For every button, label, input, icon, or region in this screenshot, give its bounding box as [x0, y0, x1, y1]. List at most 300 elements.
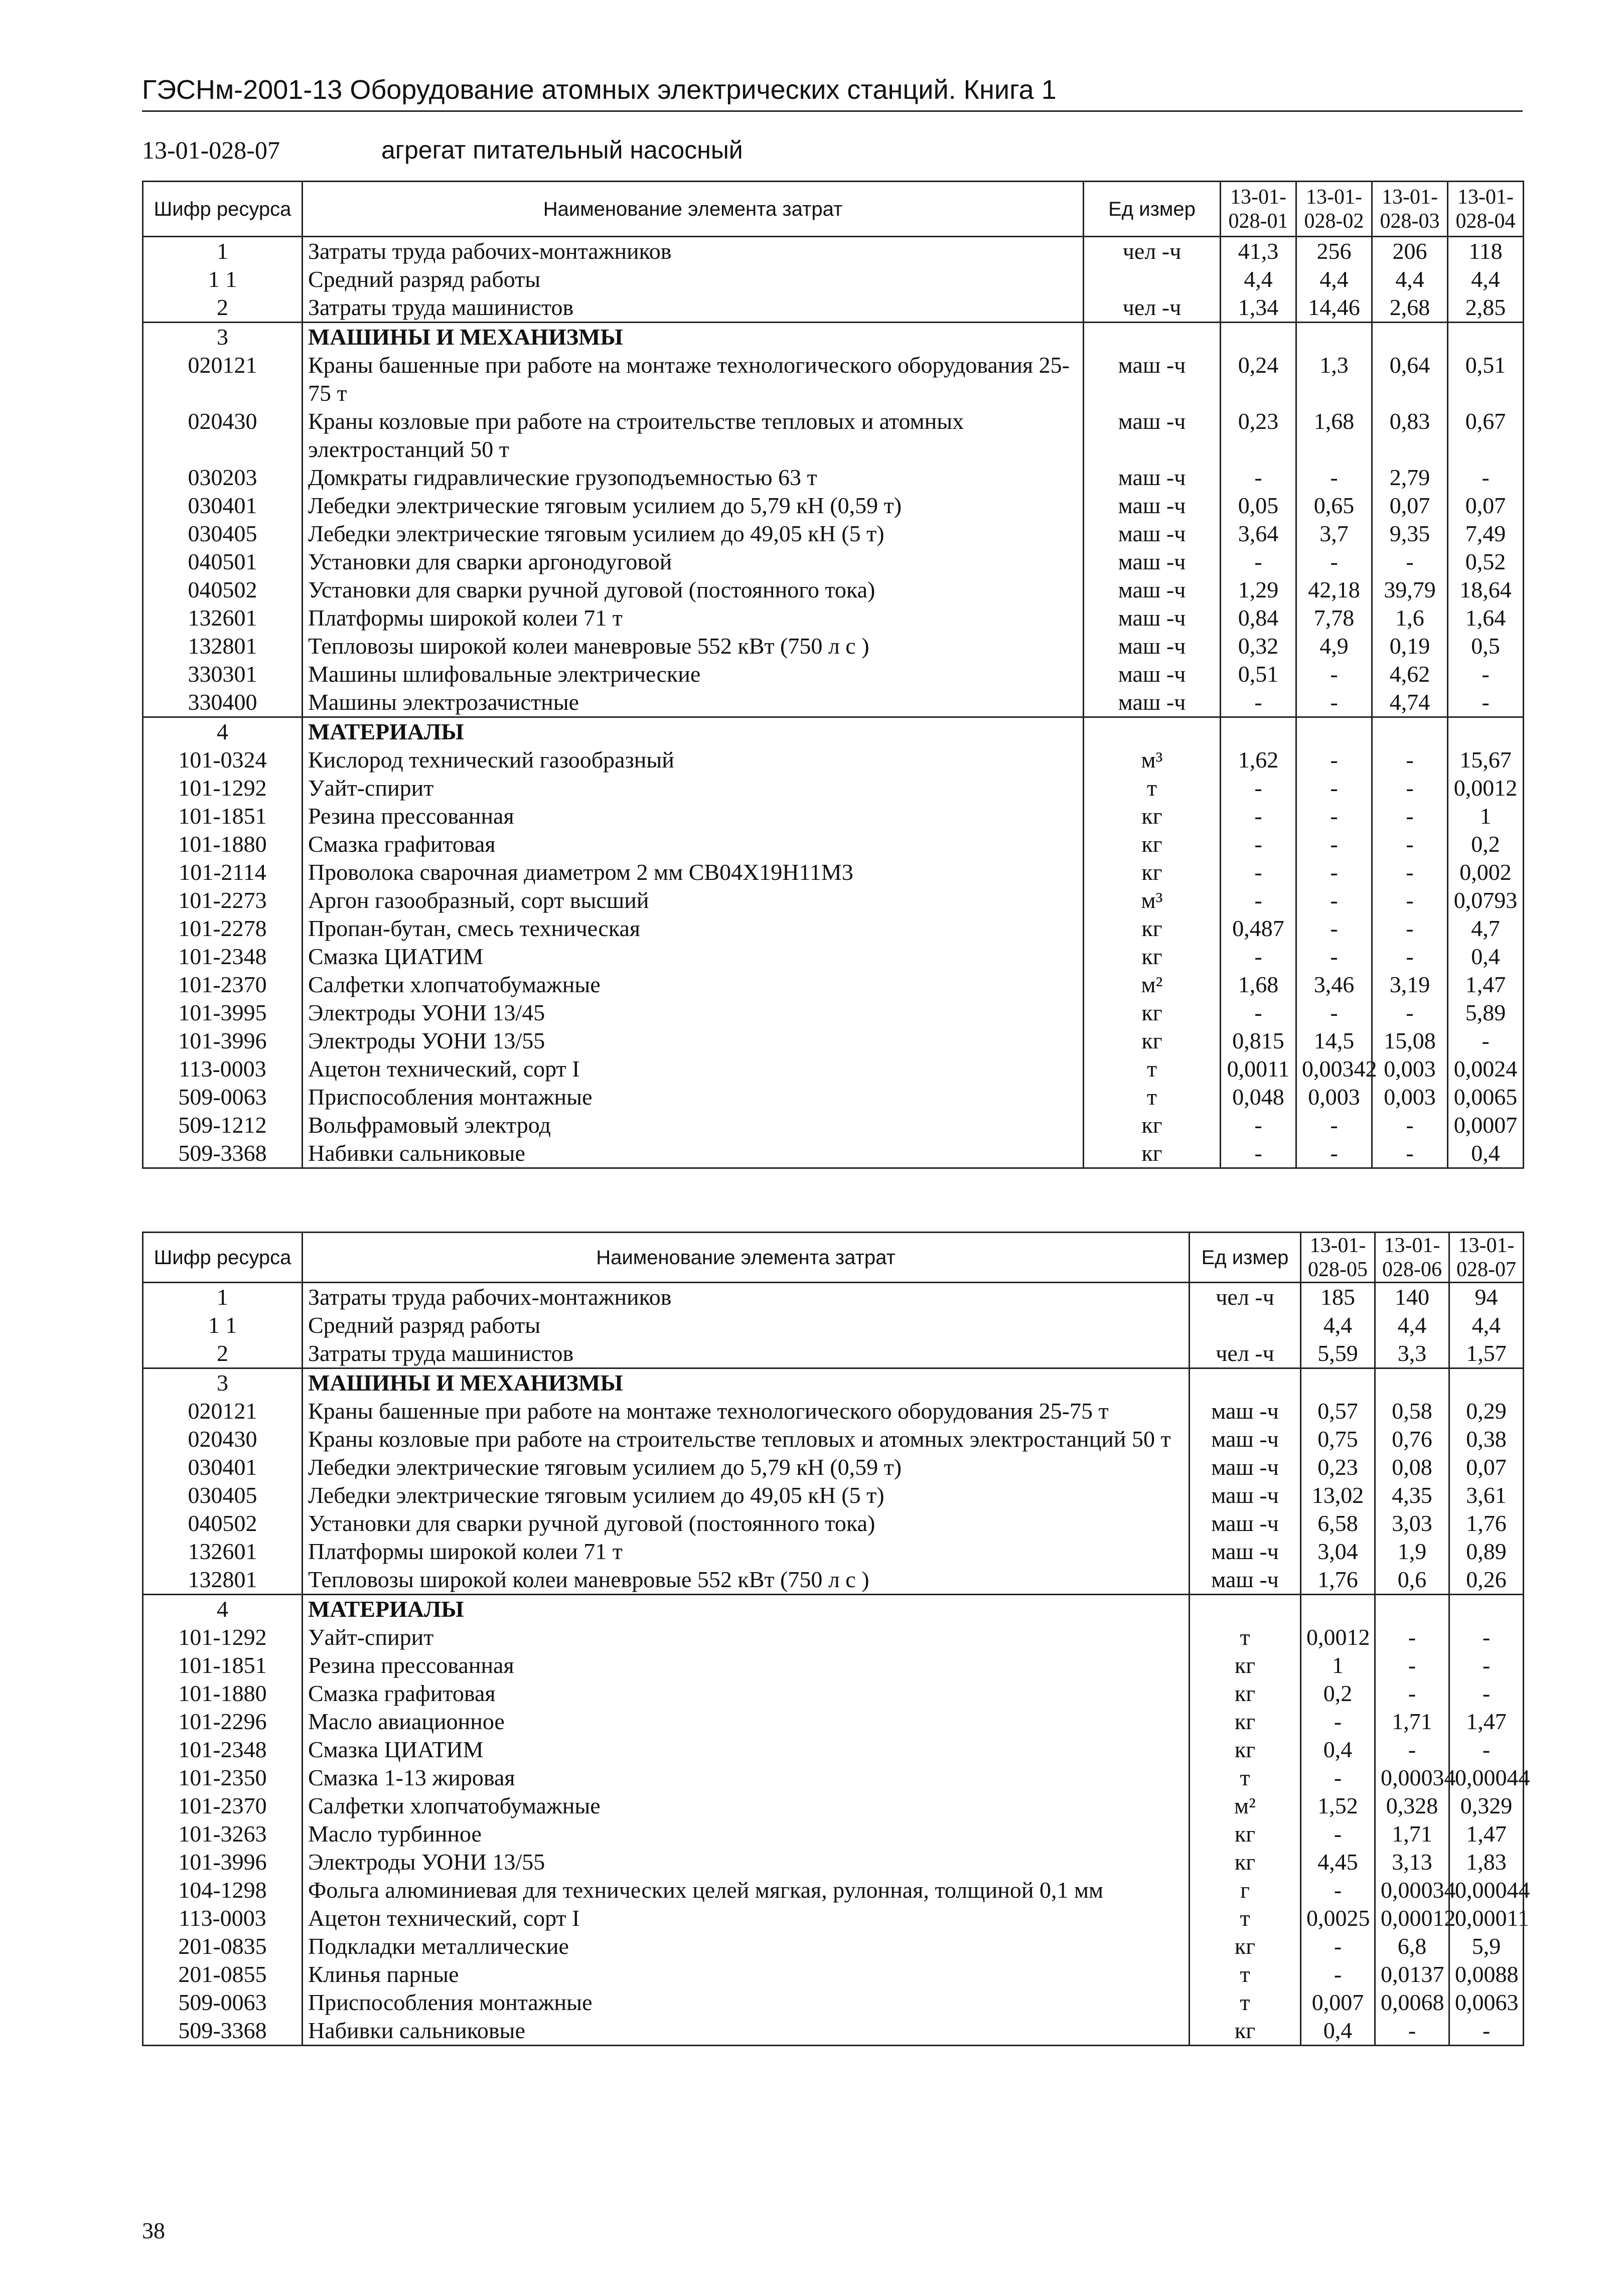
value-cell: 6,58 [1301, 1509, 1375, 1538]
resource-code-cell: 030401 [143, 492, 303, 520]
unit-cell: кг [1190, 1932, 1301, 1960]
value-cell: - [1221, 886, 1296, 914]
element-name-cell: Подкладки металлические [303, 1932, 1190, 1960]
element-name-cell: Краны башенные при работе на монтаже технологического оборудования 25-75 т [303, 351, 1084, 407]
value-cell: - [1449, 1651, 1524, 1679]
value-cell: - [1221, 464, 1296, 492]
value-cell [1449, 1595, 1524, 1624]
value-cell: 0,0068 [1375, 1988, 1449, 2017]
element-name-cell: Установки для сварки ручной дуговой (постоянного тока) [303, 1509, 1190, 1538]
resource-code-cell: 2 [143, 1339, 303, 1368]
value-cell: 1,34 [1221, 293, 1296, 323]
table-row [143, 1481, 1524, 1509]
value-cell: 0,23 [1221, 407, 1296, 464]
element-name-cell: Затраты труда рабочих-монтажников [303, 1283, 1190, 1312]
value-cell: - [1296, 999, 1372, 1027]
element-name-cell: Электроды УОНИ 13/55 [303, 1848, 1190, 1876]
value-cell: 140 [1375, 1283, 1449, 1312]
value-cell: 0,64 [1372, 351, 1448, 407]
value-cell: 256 [1296, 237, 1372, 266]
element-name-cell: Краны козловые при работе на строительстве тепловых и атомных электростанций 50 т [303, 1425, 1190, 1453]
element-name-cell: Приспособления монтажные [303, 1988, 1190, 2017]
table-row [143, 548, 1524, 576]
value-cell: 0,00034 [1375, 1876, 1449, 1904]
unit-cell: маш -ч [1084, 464, 1221, 492]
table-row [143, 1764, 1524, 1792]
header-element-name: Наименование элемента затрат [303, 1233, 1190, 1283]
value-cell: - [1296, 688, 1372, 717]
value-cell: - [1301, 1820, 1375, 1848]
unit-cell: кг [1190, 1679, 1301, 1708]
value-cell: - [1301, 1932, 1375, 1960]
resource-code-cell: 101-2273 [143, 886, 303, 914]
resource-code-cell: 101-1851 [143, 802, 303, 830]
element-name-cell: Салфетки хлопчатобумажные [303, 1792, 1190, 1820]
table-row [143, 237, 1524, 266]
resource-code-cell: 030401 [143, 1453, 303, 1481]
unit-cell: т [1084, 1083, 1221, 1111]
resource-table-1 [142, 181, 1524, 1169]
resource-code-cell: 101-2348 [143, 943, 303, 971]
value-cell: - [1301, 1708, 1375, 1736]
value-cell: 0,75 [1301, 1425, 1375, 1453]
value-cell: 1,68 [1296, 407, 1372, 464]
element-name-cell: Резина прессованная [303, 802, 1084, 830]
element-name-cell: Краны башенные при работе на монтаже технологического оборудования 25-75 т [303, 1397, 1190, 1425]
value-cell: 0,52 [1448, 548, 1524, 576]
value-cell: 1,71 [1375, 1708, 1449, 1736]
value-cell [1372, 323, 1448, 352]
value-cell: 1,71 [1375, 1820, 1449, 1848]
value-cell: 3,13 [1375, 1848, 1449, 1876]
value-cell: 5,89 [1448, 999, 1524, 1027]
value-cell: 0,58 [1375, 1397, 1449, 1425]
section-code: 13-01-028-07 [142, 136, 280, 164]
unit-cell: кг [1084, 914, 1221, 943]
value-cell: 0,0011 [1221, 1055, 1296, 1083]
element-name-cell: Ацетон технический, сорт I [303, 1904, 1190, 1932]
value-cell: - [1375, 1736, 1449, 1764]
value-cell: 0,51 [1221, 660, 1296, 688]
value-cell: 42,18 [1296, 576, 1372, 604]
value-cell [1372, 717, 1448, 746]
value-cell: - [1372, 886, 1448, 914]
unit-cell: маш -ч [1084, 492, 1221, 520]
table-row [143, 1848, 1524, 1876]
element-name-cell: Кислород технический газообразный [303, 746, 1084, 774]
resource-code-cell: 040502 [143, 576, 303, 604]
resource-code-cell: 030405 [143, 1481, 303, 1509]
value-cell: 0,5 [1448, 632, 1524, 660]
value-cell: 0,24 [1221, 351, 1296, 407]
value-cell: 15,08 [1372, 1027, 1448, 1055]
table-row [143, 1083, 1524, 1111]
value-cell: - [1296, 774, 1372, 802]
value-cell: 0,2 [1448, 830, 1524, 858]
element-name-cell: Смазка ЦИАТИМ [303, 943, 1084, 971]
value-cell: 5,59 [1301, 1339, 1375, 1368]
element-name-cell: Клинья парные [303, 1960, 1190, 1988]
resource-code-cell: 020121 [143, 351, 303, 407]
element-name-cell: Затраты труда машинистов [303, 293, 1084, 323]
table-row [143, 492, 1524, 520]
element-name-cell: Домкраты гидравлические грузоподъемностью 63 т [303, 464, 1084, 492]
value-cell: 39,79 [1372, 576, 1448, 604]
value-cell: 0,00034 [1375, 1764, 1449, 1792]
unit-cell [1084, 265, 1221, 293]
value-cell: - [1221, 802, 1296, 830]
table-row [143, 802, 1524, 830]
value-cell [1221, 717, 1296, 746]
value-cell: - [1221, 688, 1296, 717]
value-cell: - [1372, 548, 1448, 576]
value-cell [1375, 1368, 1449, 1398]
unit-cell: чел -ч [1190, 1339, 1301, 1368]
header-resource-code: Шифр ресурса [143, 1233, 303, 1283]
element-name-cell: Фольга алюминиевая для технических целей мягкая, рулонная, толщиной 0,1 мм [303, 1876, 1190, 1904]
value-cell: 0,57 [1301, 1397, 1375, 1425]
unit-cell [1084, 323, 1221, 352]
value-cell: - [1449, 1736, 1524, 1764]
value-cell: - [1372, 774, 1448, 802]
value-cell: - [1301, 1876, 1375, 1904]
resource-code-cell: 104-1298 [143, 1876, 303, 1904]
unit-cell: кг [1190, 1651, 1301, 1679]
value-cell: 13,02 [1301, 1481, 1375, 1509]
value-cell: 0,08 [1375, 1453, 1449, 1481]
element-name-cell: Аргон газообразный, сорт высший [303, 886, 1084, 914]
value-cell: 5,9 [1449, 1932, 1524, 1960]
unit-cell: т [1190, 1623, 1301, 1651]
resource-code-cell: 2 [143, 293, 303, 323]
table-row [143, 1988, 1524, 2017]
value-cell: - [1221, 999, 1296, 1027]
unit-cell: маш -ч [1190, 1453, 1301, 1481]
resource-code-cell: 101-2278 [143, 914, 303, 943]
table-row [143, 604, 1524, 632]
unit-cell: маш -ч [1084, 520, 1221, 548]
resource-code-cell: 509-1212 [143, 1111, 303, 1139]
element-name-cell: Затраты труда машинистов [303, 1339, 1190, 1368]
unit-cell: кг [1084, 830, 1221, 858]
value-cell [1375, 1595, 1449, 1624]
value-cell: 0,328 [1375, 1792, 1449, 1820]
element-name-cell: МАТЕРИАЛЫ [303, 1595, 1190, 1624]
element-name-cell: Проволока сварочная диаметром 2 мм СВ04Х19Н11М3 [303, 858, 1084, 886]
table-row [143, 886, 1524, 914]
table-row [143, 1566, 1524, 1595]
resource-code-cell: 509-0063 [143, 1083, 303, 1111]
value-cell: 0,487 [1221, 914, 1296, 943]
resource-code-cell: 330400 [143, 688, 303, 717]
value-cell: 1,64 [1448, 604, 1524, 632]
unit-cell: маш -ч [1190, 1397, 1301, 1425]
element-name-cell: Платформы широкой колеи 71 т [303, 604, 1084, 632]
value-cell: 0,05 [1221, 492, 1296, 520]
unit-cell: т [1084, 774, 1221, 802]
value-cell: 0,00342 [1296, 1055, 1372, 1083]
table-row [143, 1960, 1524, 1988]
value-cell: - [1221, 1139, 1296, 1168]
value-cell: 2,85 [1448, 293, 1524, 323]
value-cell: 0,003 [1372, 1055, 1448, 1083]
table-row [143, 1111, 1524, 1139]
value-cell: 1,9 [1375, 1538, 1449, 1566]
unit-cell: маш -ч [1084, 548, 1221, 576]
value-cell: 4,4 [1372, 265, 1448, 293]
element-name-cell: Машины шлифовальные электрические [303, 660, 1084, 688]
resource-code-cell: 040501 [143, 548, 303, 576]
table-row [143, 293, 1524, 323]
value-cell: 4,45 [1301, 1848, 1375, 1876]
resource-code-cell: 201-0835 [143, 1932, 303, 1960]
resource-code-cell: 1 [143, 237, 303, 266]
value-cell: 4,4 [1296, 265, 1372, 293]
value-cell: 0,19 [1372, 632, 1448, 660]
value-cell [1221, 323, 1296, 352]
resource-code-cell: 030405 [143, 520, 303, 548]
value-cell: - [1221, 774, 1296, 802]
unit-cell: кг [1084, 858, 1221, 886]
table-row [143, 1792, 1524, 1820]
unit-cell: маш -ч [1084, 576, 1221, 604]
resource-code-cell: 1 1 [143, 265, 303, 293]
element-name-cell: Установки для сварки ручной дуговой (постоянного тока) [303, 576, 1084, 604]
value-cell: - [1296, 943, 1372, 971]
table-row [143, 914, 1524, 943]
unit-cell: кг [1084, 999, 1221, 1027]
element-name-cell: Тепловозы широкой колеи маневровые 552 кВт (750 л с ) [303, 632, 1084, 660]
value-cell: 118 [1448, 237, 1524, 266]
unit-cell: маш -ч [1084, 604, 1221, 632]
value-cell: 1,57 [1449, 1339, 1524, 1368]
value-cell: - [1372, 914, 1448, 943]
value-cell: 0,07 [1448, 492, 1524, 520]
value-cell: 1,76 [1449, 1509, 1524, 1538]
value-cell [1448, 717, 1524, 746]
unit-cell [1190, 1368, 1301, 1398]
value-cell: 1,6 [1372, 604, 1448, 632]
value-cell: 1,47 [1449, 1708, 1524, 1736]
unit-cell: маш -ч [1190, 1538, 1301, 1566]
element-name-cell: Приспособления монтажные [303, 1083, 1084, 1111]
table-row [143, 265, 1524, 293]
unit-cell: кг [1084, 943, 1221, 971]
element-name-cell: Набивки сальниковые [303, 2017, 1190, 2046]
value-cell: 0,32 [1221, 632, 1296, 660]
value-cell: 41,3 [1221, 237, 1296, 266]
value-cell: - [1372, 1111, 1448, 1139]
unit-cell: м³ [1084, 886, 1221, 914]
element-name-cell: Установки для сварки аргонодуговой [303, 548, 1084, 576]
element-name-cell: Лебедки электрические тяговым усилием до 49,05 кН (5 т) [303, 1481, 1190, 1509]
value-cell: 1,68 [1221, 971, 1296, 999]
header-resource-code: Шифр ресурса [143, 182, 303, 237]
section-group-row [143, 717, 1524, 746]
table-header-row [143, 1233, 1524, 1283]
unit-cell [1084, 717, 1221, 746]
resource-code-cell: 101-1880 [143, 830, 303, 858]
value-cell: 0,003 [1296, 1083, 1372, 1111]
value-cell: 3,61 [1449, 1481, 1524, 1509]
unit-cell [1190, 1311, 1301, 1339]
value-cell: 0,38 [1449, 1425, 1524, 1453]
value-cell: 1,52 [1301, 1792, 1375, 1820]
value-cell [1301, 1595, 1375, 1624]
table-row [143, 1876, 1524, 1904]
value-cell: 1,83 [1449, 1848, 1524, 1876]
value-cell: 0,00011 [1449, 1904, 1524, 1932]
unit-cell: кг [1084, 802, 1221, 830]
table-row [143, 576, 1524, 604]
value-cell: - [1296, 1111, 1372, 1139]
value-cell: - [1372, 746, 1448, 774]
section-group-row [143, 1368, 1524, 1398]
resource-code-cell: 020430 [143, 1425, 303, 1453]
resource-code-cell: 101-1880 [143, 1679, 303, 1708]
element-name-cell: Краны козловые при работе на строительстве тепловых и атомных электростанций 50 т [303, 407, 1084, 464]
header-norm-column: 13-01-028-01 [1221, 182, 1296, 237]
value-cell: 1,76 [1301, 1566, 1375, 1595]
resource-table-2 [142, 1232, 1530, 2046]
table-row [143, 1397, 1524, 1425]
resource-code-cell: 101-2296 [143, 1708, 303, 1736]
resource-code-cell: 101-2350 [143, 1764, 303, 1792]
element-name-cell: Смазка графитовая [303, 1679, 1190, 1708]
unit-cell: м² [1084, 971, 1221, 999]
value-cell: - [1221, 830, 1296, 858]
unit-cell: маш -ч [1190, 1509, 1301, 1538]
value-cell: - [1296, 660, 1372, 688]
value-cell: 0,51 [1448, 351, 1524, 407]
value-cell: 3,04 [1301, 1538, 1375, 1566]
table-row [143, 1311, 1524, 1339]
table-row [143, 660, 1524, 688]
value-cell: 15,67 [1448, 746, 1524, 774]
table-row [143, 1651, 1524, 1679]
resource-code-cell: 1 1 [143, 1311, 303, 1339]
table-row [143, 1538, 1524, 1566]
resource-code-cell: 201-0855 [143, 1960, 303, 1988]
unit-cell: т [1190, 1960, 1301, 1988]
value-cell: 0,048 [1221, 1083, 1296, 1111]
resource-code-cell: 101-2370 [143, 971, 303, 999]
value-cell: 0,84 [1221, 604, 1296, 632]
value-cell: 4,74 [1372, 688, 1448, 717]
header-unit: Ед измер [1190, 1233, 1301, 1283]
table-row [143, 746, 1524, 774]
element-name-cell: Смазка 1-13 жировая [303, 1764, 1190, 1792]
value-cell: 0,0088 [1449, 1960, 1524, 1988]
value-cell: - [1372, 858, 1448, 886]
value-cell: 0,0024 [1448, 1055, 1524, 1083]
value-cell: 0,4 [1301, 1736, 1375, 1764]
resource-code-cell: 3 [143, 1368, 303, 1398]
value-cell: 0,003 [1372, 1083, 1448, 1111]
unit-cell: чел -ч [1084, 293, 1221, 323]
value-cell: - [1375, 1679, 1449, 1708]
value-cell: 3,3 [1375, 1339, 1449, 1368]
value-cell: 1,3 [1296, 351, 1372, 407]
unit-cell: маш -ч [1084, 688, 1221, 717]
value-cell: - [1448, 464, 1524, 492]
table-row [143, 688, 1524, 717]
value-cell: 0,0137 [1375, 1960, 1449, 1988]
value-cell: - [1301, 1764, 1375, 1792]
unit-cell: чел -ч [1084, 237, 1221, 266]
table-row [143, 774, 1524, 802]
table-row [143, 1736, 1524, 1764]
value-cell: 0,65 [1296, 492, 1372, 520]
value-cell [1448, 323, 1524, 352]
element-name-cell: Затраты труда рабочих-монтажников [303, 237, 1084, 266]
value-cell: 0,00012 [1375, 1904, 1449, 1932]
value-cell: 0,0065 [1448, 1083, 1524, 1111]
header-norm-column: 13-01-028-06 [1375, 1233, 1449, 1283]
value-cell: 4,9 [1296, 632, 1372, 660]
value-cell: 0,6 [1375, 1566, 1449, 1595]
value-cell: 185 [1301, 1283, 1375, 1312]
element-name-cell: Уайт-спирит [303, 774, 1084, 802]
value-cell: 0,0793 [1448, 886, 1524, 914]
value-cell: 0,00044 [1449, 1876, 1524, 1904]
element-name-cell: Масло турбинное [303, 1820, 1190, 1848]
resource-code-cell: 101-3995 [143, 999, 303, 1027]
resource-code-cell: 101-1851 [143, 1651, 303, 1679]
value-cell: - [1448, 1027, 1524, 1055]
table-row [143, 1339, 1524, 1368]
value-cell: 14,46 [1296, 293, 1372, 323]
unit-cell: маш -ч [1084, 632, 1221, 660]
value-cell: - [1372, 943, 1448, 971]
unit-cell: маш -ч [1084, 407, 1221, 464]
value-cell: 7,49 [1448, 520, 1524, 548]
value-cell: - [1296, 858, 1372, 886]
value-cell: 0,002 [1448, 858, 1524, 886]
value-cell: 0,67 [1448, 407, 1524, 464]
value-cell: - [1449, 1679, 1524, 1708]
table-row [143, 1708, 1524, 1736]
resource-code-cell: 030203 [143, 464, 303, 492]
element-name-cell: Смазка графитовая [303, 830, 1084, 858]
element-name-cell: Средний разряд работы [303, 265, 1084, 293]
unit-cell: т [1190, 1764, 1301, 1792]
value-cell: - [1449, 2017, 1524, 2046]
unit-cell: кг [1190, 2017, 1301, 2046]
value-cell: - [1296, 464, 1372, 492]
table-row [143, 1027, 1524, 1055]
resource-code-cell: 509-0063 [143, 1988, 303, 2017]
value-cell: 0,76 [1375, 1425, 1449, 1453]
resource-code-cell: 4 [143, 1595, 303, 1624]
unit-cell: кг [1190, 1820, 1301, 1848]
value-cell: 4,62 [1372, 660, 1448, 688]
unit-cell: кг [1084, 1139, 1221, 1168]
resource-code-cell: 101-2348 [143, 1736, 303, 1764]
resource-code-cell: 132801 [143, 1566, 303, 1595]
value-cell: - [1296, 830, 1372, 858]
resource-code-cell: 509-3368 [143, 2017, 303, 2046]
value-cell: 4,4 [1221, 265, 1296, 293]
value-cell: 1,29 [1221, 576, 1296, 604]
section-group-row [143, 323, 1524, 352]
unit-cell: кг [1084, 1027, 1221, 1055]
element-name-cell: Тепловозы широкой колеи маневровые 552 кВт (750 л с ) [303, 1566, 1190, 1595]
element-name-cell: Резина прессованная [303, 1651, 1190, 1679]
element-name-cell: Уайт-спирит [303, 1623, 1190, 1651]
unit-cell: т [1190, 1988, 1301, 2017]
table-row [143, 971, 1524, 999]
